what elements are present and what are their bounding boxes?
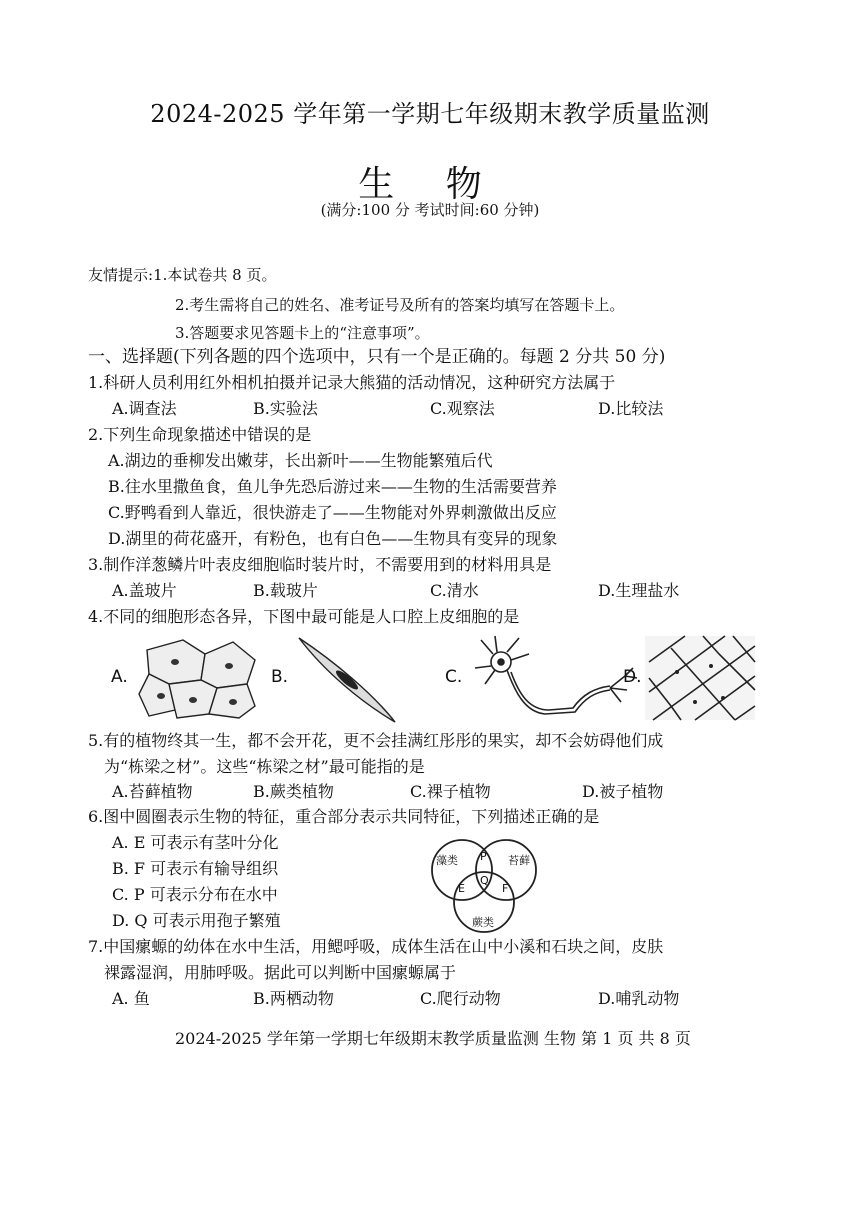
tips-label [88,264,276,286]
q3-option-b: B.载玻片 [253,581,318,600]
q1-option-b: B.实验法 [253,399,318,418]
question-4-stem: 4.不同的细胞形态各异，下图中最可能是人口腔上皮细胞的是 [88,607,520,626]
exam-subject: 生 物 [358,164,502,205]
question-7-stem: 7.中国瘰螈的幼体在水中生活，用鳃呼吸，成体生活在山中小溪和石块之间，皮肤 [88,937,664,956]
q6-option-d: D. Q 可表示用孢子繁殖 [112,911,281,930]
venn-label-p: P [480,850,487,863]
venn-label-algae: 藻类 [436,854,458,867]
question-7-stem-2: 裸露湿润，用肺呼吸。据此可以判断中国瘰螈属于 [104,963,457,982]
figure-label-b: B. [271,667,289,687]
q7-option-d: D.哺乳动物 [598,989,680,1008]
figure-label-a: A. [111,667,128,687]
q6-option-c: C. P 可表示分布在水中 [112,885,278,904]
venn-label-moss: 苔藓 [508,854,530,867]
cell-d-image [645,636,755,720]
question-5-stem: 5.有的植物终其一生，都不会开花，更不会挂满红彤彤的果实，却不会妨碍他们成 [88,731,664,750]
q1-option-d: D.比较法 [598,399,664,418]
cell-figure [105,632,765,724]
q7-option-c: C.爬行动物 [420,989,501,1008]
venn-label-fern: 蕨类 [472,916,494,929]
tip-2: 2.考生需将自己的姓名、准考证号及所有的答案均填写在答题卡上。 [175,296,625,314]
q2-option-d: D.湖里的荷花盛开，有粉色，也有白色——生物具有变异的现象 [108,529,558,548]
q2-option-a: A.湖边的垂柳发出嫩芽，长出新叶——生物能繁殖后代 [108,451,493,470]
q5-option-b: B.蕨类植物 [253,782,334,801]
question-5-stem-2: 为“栋梁之材”。这些“栋梁之材”最可能指的是 [104,757,425,776]
exam-title: 2024-2025 学年第一学期七年级期末教学质量监测 [150,100,710,128]
q7-option-a: A. 鱼 [112,989,150,1008]
q6-option-b: B. F 可表示有输导组织 [112,859,279,878]
figure-label-d: D. [623,667,642,687]
page-footer: 2024-2025 学年第一学期七年级期末教学质量监测 生物 第 1 页 共 8 页 [175,1029,691,1048]
q1-option-c: C.观察法 [430,399,495,418]
q5-option-a: A.苔藓植物 [112,782,193,801]
question-2-stem: 2.下列生命现象描述中错误的是 [88,425,312,444]
exam-meta: (满分:100 分 考试时间:60 分钟) [320,201,540,219]
q2-option-c: C.野鸭看到人靠近，很快游走了——生物能对外界刺激做出反应 [108,503,557,522]
venn-label-f: F [502,882,509,895]
venn-label-e: E [458,882,465,895]
q3-option-a: A.盖玻片 [112,581,177,600]
venn-diagram [418,838,558,934]
q7-option-b: B.两栖动物 [253,989,334,1008]
q1-option-a: A.调查法 [112,399,177,418]
cell-b-image [299,638,395,722]
tip-3: 3.答题要求见答题卡上的“注意事项”。 [175,324,430,342]
q3-option-c: C.清水 [430,581,479,600]
question-3-stem: 3.制作洋葱鳞片叶表皮细胞临时装片时，不需要用到的材料用具是 [88,555,552,574]
section-heading: 一、选择题(下列各题的四个选项中，只有一个是正确的。每题 2 分共 50 分) [88,347,666,367]
cell-c-image [475,636,637,714]
q5-option-c: C.裸子植物 [410,782,491,801]
cell-a-image [139,640,255,718]
q3-option-d: D.生理盐水 [598,581,680,600]
q5-option-d: D.被子植物 [582,782,664,801]
q6-option-a: A. E 可表示有茎叶分化 [112,833,279,852]
q2-option-b: B.往水里撒鱼食，鱼儿争先恐后游过来——生物的生活需要营养 [108,477,557,496]
tip-1: 1.本试卷共 8 页。 [153,266,277,284]
question-6-stem: 6.图中圆圈表示生物的特征，重合部分表示共同特征，下列描述正确的是 [88,807,600,826]
figure-label-c: C. [445,667,463,687]
tips-label-text: 友情提示: [88,266,154,284]
question-1-stem: 1.科研人员利用红外相机拍摄并记录大熊猫的活动情况，这种研究方法属于 [88,373,616,392]
venn-label-q: Q [480,874,489,887]
